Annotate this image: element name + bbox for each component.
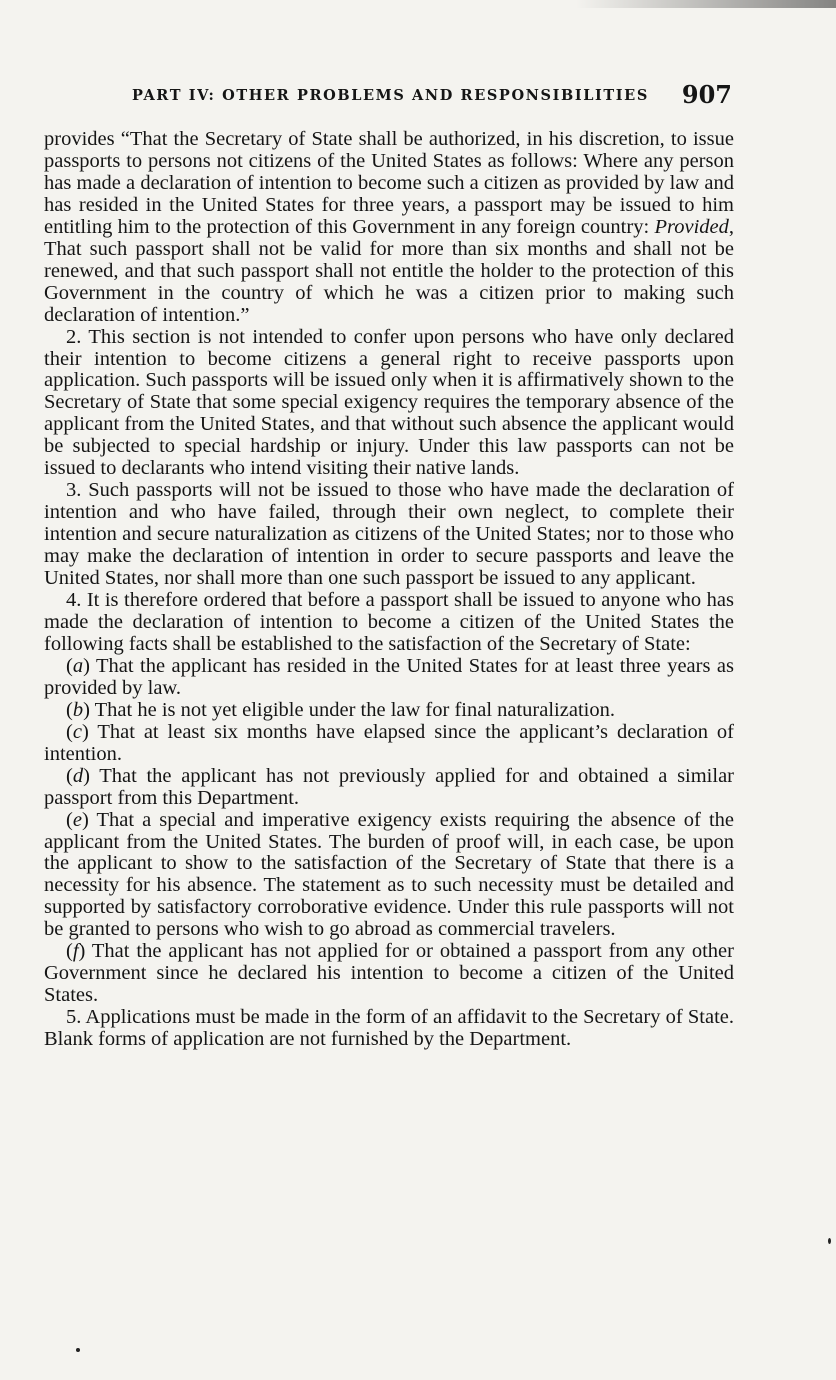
item-text: That the applicant has resided in the United States for at least three years as provided by law. bbox=[44, 654, 734, 699]
paragraph-4: 4. It is therefore ordered that before a passport shall be issued to anyone who has made the declaration of intention to become a citizen of the United States the following facts shall be established to the satisfaction of the Secretary of State: bbox=[44, 589, 734, 655]
item-c: (c) That at least six months have elapsed since the applicant’s declaration of intention. bbox=[44, 720, 734, 765]
ink-speck bbox=[828, 1238, 831, 1244]
ink-speck bbox=[76, 1348, 80, 1352]
item-label: b bbox=[72, 698, 84, 721]
scan-edge-shadow bbox=[576, 0, 836, 8]
item-d: (d) That the applicant has not previously applied for and obtained a similar passport from this Department. bbox=[44, 764, 734, 809]
item-text: That a special and imperative exigency exists requiring the absence of the applicant from the United States. The burden of proof will, in each case, be upon the applicant to show to the satisfaction of the Secretary of State that there is a necessity for his absence. The statement as to such necessity must be detailed and supported by satisfactory corroborative evidence. Under this rule passports will not be granted to persons who wish to go abroad as commercial travelers. bbox=[44, 808, 734, 941]
running-head bbox=[44, 80, 732, 110]
item-text: That at least six months have elapsed since the applicant’s declaration of intention. bbox=[44, 720, 734, 765]
item-label: e bbox=[72, 808, 82, 831]
item-text: That he is not yet eligible under the law for final naturalization. bbox=[89, 698, 615, 721]
paragraph-2: 2. This section is not intended to confer upon persons who have only declared their intention to become citizens a general right to receive passports upon application. Such passports will be issued only when it is affirmatively shown to the Secretary of State that some special exigency requires the temporary absence of the applicant from the United States, and that without such absence the applicant would be subjected to special hardship or injury. Under this law passports can not be issued to declarants who intend visiting their native lands. bbox=[44, 325, 734, 480]
item-e: (e) That a special and imperative exigency exists requiring the absence of the applicant from the United States. The burden of proof will, in each case, be upon the applicant to show to the satisfaction of the Secretary of State that there is a necessity for his absence. The statement as to such necessity must be detailed and supported by satisfactory corroborative evidence. Under this rule passports will not be granted to persons who wish to go abroad as commercial travelers. bbox=[44, 808, 734, 941]
item-label: d bbox=[72, 764, 84, 787]
paragraph-5: 5. Applications must be made in the form of an affidavit to the Secretary of State. Blank forms of application are not furnished by the Department. bbox=[44, 1006, 734, 1051]
body-text bbox=[44, 129, 734, 1051]
item-text: That the applicant has not previously applied for and obtained a similar passport from this Department. bbox=[44, 764, 734, 809]
running-head-title: PART IV: OTHER PROBLEMS AND RESPONSIBILITIES bbox=[132, 87, 649, 104]
item-b: (b) That he is not yet eligible under the law for final naturalization. bbox=[66, 698, 615, 721]
page-number: 907 bbox=[681, 80, 732, 109]
item-label: f bbox=[72, 940, 79, 963]
item-text: That the applicant has not applied for or obtained a passport from any other Government since he declared his intention to become a citizen of the United States. bbox=[44, 940, 734, 1007]
paragraph-continued bbox=[44, 129, 734, 327]
proviso-italic: Provided bbox=[654, 215, 729, 238]
item-f: (f) That the applicant has not applied for or obtained a passport from any other Government since he declared his intention to become a citizen of the United States. bbox=[44, 940, 734, 1007]
item-label: a bbox=[72, 654, 84, 677]
item-a: (a) That the applicant has resided in the United States for at least three years as provided by law. bbox=[44, 654, 734, 699]
paragraph-3: 3. Such passports will not be issued to those who have made the declaration of intention and who have failed, through their own neglect, to complete their intention and secure naturalization as citizens of the United States; nor to those who may make the declaration of intention in order to secure passports and leave the United States, nor shall more than one such passport be issued to any applicant. bbox=[44, 479, 734, 590]
paragraph-text: provides “That the Secretary of State shall be authorized, in his discretion, to issue passports to persons not citizens of the United States as follows: Where any person has made a declaration of intention to become such a citizen as provided by law and has resided in the United States for three years, a passport may be issued to him entitling him to the protection of this Government in any foreign country: bbox=[44, 128, 734, 238]
item-label: c bbox=[72, 720, 82, 743]
paragraph-text-rest: , That such passport shall not be valid for more than six months and shall not be renewed, and that such passport shall not entitle the holder to the protection of this Government in the country of which he was a citizen prior to making such declaration of intention.” bbox=[44, 215, 734, 326]
